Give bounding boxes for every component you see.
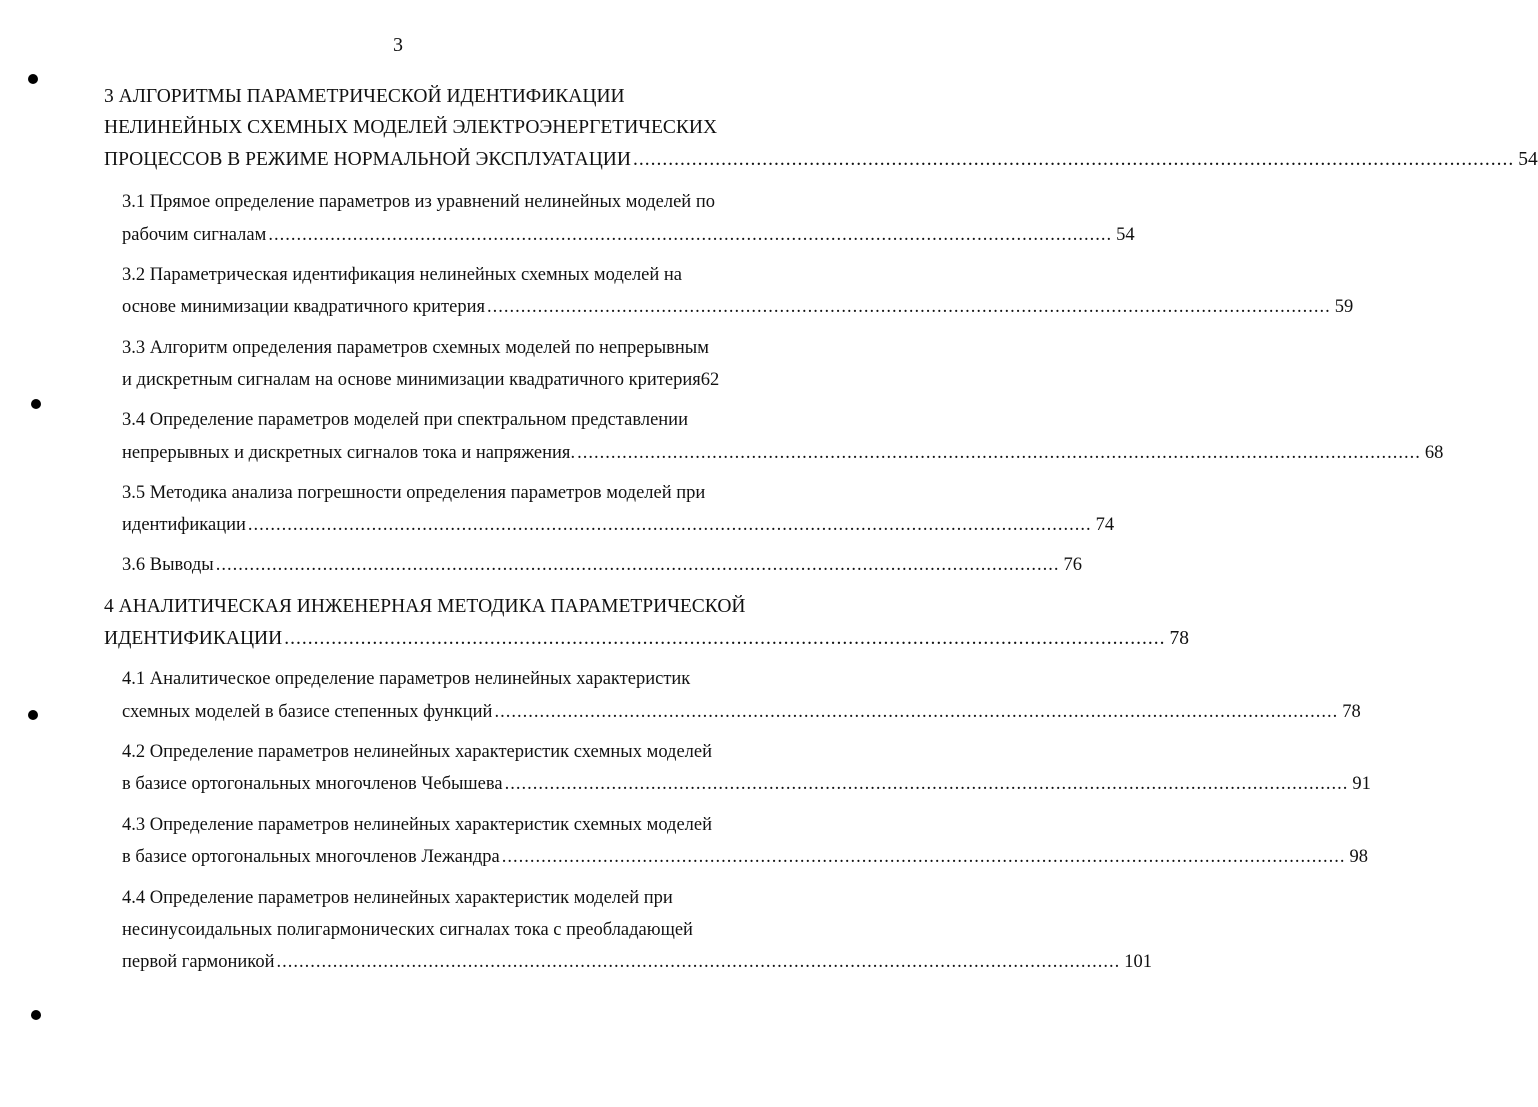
toc-section-4-3-title-end: в базисе ортогональных многочленов Лежандра [122, 847, 500, 867]
toc-section-3-6-title: 3.6 Выводы [122, 555, 214, 575]
toc-section-3-1-line-2 [122, 221, 1135, 249]
toc-section-3-3-page: 62 [700, 370, 720, 390]
toc-section-3-5-line-2 [122, 511, 1115, 539]
dot-leader: ...................................................................................................................................................... [284, 628, 1166, 649]
binder-hole-2 [31, 399, 41, 409]
toc-section-4-1-title-end: схемных моделей в базисе степенных функций [122, 702, 493, 722]
toc-section-3-1-line-1: 3.1 Прямое определение параметров из уравнений нелинейных моделей по [122, 192, 715, 212]
toc-section-3-3-title-end: и дискретным сигналам на основе минимизации квадратичного критерия [122, 370, 701, 390]
dot-leader: ...................................................................................................................................................... [632, 149, 1515, 170]
toc-section-4-1-line-1: 4.1 Аналитическое определение параметров нелинейных характеристик [122, 669, 691, 689]
dot-leader: ...................................................................................................................................................... [504, 774, 1349, 794]
toc-section-4-4-page: 101 [1124, 952, 1152, 972]
toc-section-4-3-page: 98 [1349, 847, 1369, 867]
dot-leader: ...................................................................................................................................................... [577, 443, 1421, 463]
dot-leader: ...................................................................................................................................................... [276, 952, 1121, 972]
toc-section-4-3-line-2 [122, 843, 1369, 871]
toc-section-3-2-line-2 [122, 293, 1354, 321]
toc-section-4-2-page: 91 [1352, 774, 1371, 794]
toc-section-3-5-line-1: 3.5 Методика анализа погрешности определения параметров моделей при [122, 483, 706, 503]
toc-section-3-6 [122, 551, 1082, 579]
toc-section-3-1-title-end: рабочим сигналам [122, 225, 267, 245]
toc-section-3-4-title-end: непрерывных и дискретных сигналов тока и напряжения. [122, 443, 576, 463]
dot-leader: ...................................................................................................................................................... [215, 555, 1060, 575]
toc-chapter-3-page: 54 [1518, 149, 1538, 170]
toc-section-3-5-title-end: идентификации [122, 515, 246, 535]
toc-section-3-1-page: 54 [1116, 225, 1135, 245]
toc-section-3-5-page: 74 [1095, 515, 1115, 535]
toc-chapter-3-line-2: НЕЛИНЕЙНЫХ СХЕМНЫХ МОДЕЛЕЙ ЭЛЕКТРОЭНЕРГЕТИЧЕСКИХ [104, 117, 718, 138]
toc-chapter-3-line-3 [104, 146, 1538, 174]
dot-leader: ...................................................................................................................................................... [494, 702, 1339, 722]
toc-section-4-2-title-end: в базисе ортогональных многочленов Чебышева [122, 774, 503, 794]
toc-section-4-4-line-1: 4.4 Определение параметров нелинейных характеристик моделей при [122, 888, 673, 908]
toc-section-4-1-page: 78 [1342, 702, 1361, 722]
toc-section-3-3-line-1: 3.3 Алгоритм определения параметров схемных моделей по непрерывным [122, 338, 709, 358]
toc-chapter-3-title-end: ПРОЦЕССОВ В РЕЖИМЕ НОРМАЛЬНОЙ ЭКСПЛУАТАЦИИ [104, 149, 631, 170]
toc-chapter-4-line-1: 4 АНАЛИТИЧЕСКАЯ ИНЖЕНЕРНАЯ МЕТОДИКА ПАРАМЕТРИЧЕСКОЙ [104, 596, 746, 617]
page-number: 3 [393, 34, 403, 56]
toc-section-3-2-title-end: основе минимизации квадратичного критерия [122, 297, 486, 317]
dot-leader: ...................................................................................................................................................... [247, 515, 1092, 535]
toc-section-4-2-line-1: 4.2 Определение параметров нелинейных характеристик схемных моделей [122, 742, 713, 762]
toc-section-4-4-title-end: первой гармоникой [122, 952, 275, 972]
toc-section-3-4-line-1: 3.4 Определение параметров моделей при спектральном представлении [122, 410, 688, 430]
toc-section-4-1-line-2 [122, 698, 1361, 726]
toc-section-3-2-line-1: 3.2 Параметрическая идентификация нелинейных схемных моделей на [122, 265, 683, 285]
toc-section-4-4-line-2: несинусоидальных полигармонических сигналах тока с преобладающей [122, 920, 693, 940]
toc-chapter-4-title-end: ИДЕНТИФИКАЦИИ [104, 628, 283, 649]
toc-section-4-4-line-3 [122, 948, 1152, 976]
toc-section-4-2-line-2 [122, 770, 1371, 798]
toc-section-3-4-page: 68 [1424, 443, 1444, 463]
binder-hole-4 [31, 1010, 41, 1020]
toc-section-3-4-line-2 [122, 439, 1444, 467]
toc-section-4-3-line-1: 4.3 Определение параметров нелинейных характеристик схемных моделей [122, 815, 713, 835]
dot-leader: ...................................................................................................................................................... [501, 847, 1346, 867]
dot-leader: ...................................................................................................................................................... [487, 297, 1331, 317]
toc-section-3-2-page: 59 [1334, 297, 1354, 317]
toc-chapter-3-line-1: 3 АЛГОРИТМЫ ПАРАМЕТРИЧЕСКОЙ ИДЕНТИФИКАЦИИ [104, 86, 625, 107]
binder-hole-1 [28, 74, 38, 84]
toc-chapter-4-line-2 [104, 625, 1189, 653]
toc-chapter-4-page: 78 [1169, 628, 1189, 649]
binder-hole-3 [28, 710, 38, 720]
dot-leader: ...................................................................................................................................................... [268, 225, 1113, 245]
toc-section-3-3-line-2 [122, 366, 744, 394]
toc-section-3-6-page: 76 [1063, 555, 1082, 575]
